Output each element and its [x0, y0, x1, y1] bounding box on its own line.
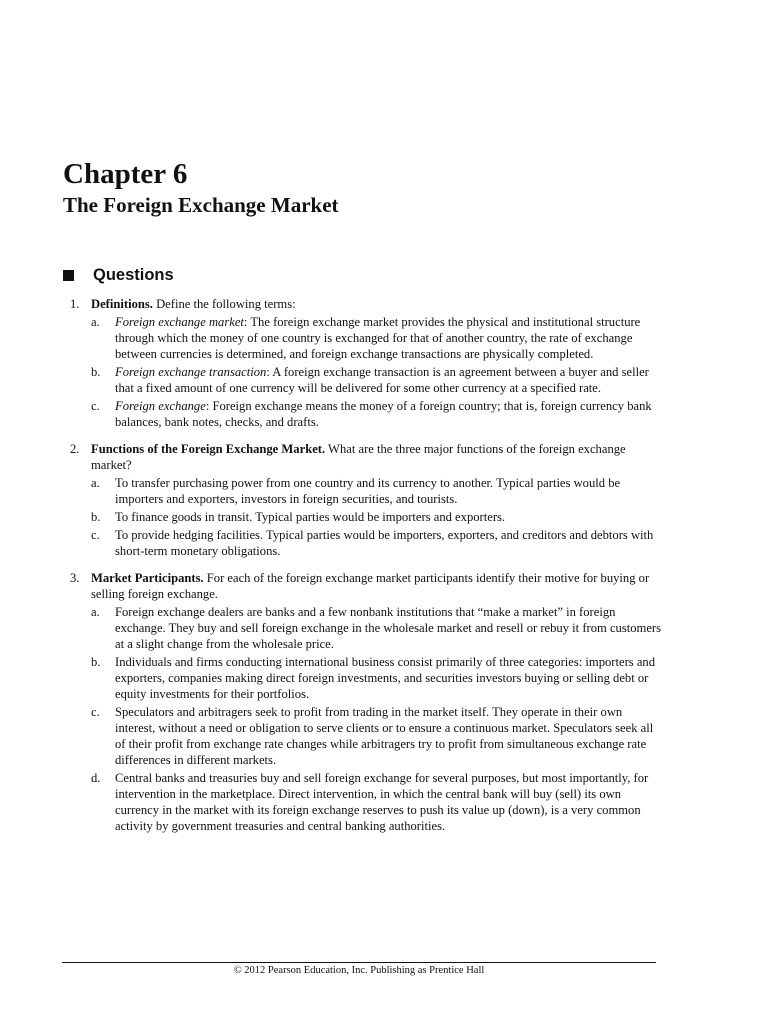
question-text: What are the three major functions of the foreign exchange market? — [91, 442, 626, 472]
answer-letter: a. — [91, 476, 100, 490]
answer-item — [91, 770, 663, 834]
answer-text: Individuals and firms conducting international business consist primarily of three categories: importers and exporters, companies making direct foreign investments, and securities investors buying or selling debt or equity investments for their portfolios. — [115, 655, 656, 701]
chapter-subtitle: The Foreign Exchange Market — [63, 193, 339, 217]
question-title: Market Participants. — [91, 571, 204, 585]
answer-letter: d. — [91, 771, 101, 785]
answer-letter: c. — [91, 705, 100, 719]
answer-item — [91, 364, 663, 396]
question-number: 1. — [70, 297, 80, 311]
answer-text: Central banks and treasuries buy and sell foreign exchange for several purposes, but most importantly, for intervention in the marketplace. Direct intervention, in which the central bank will buy (sell) its own currency in the market with its foreign exchange reserves to push its value up (down), is a very common activity by government treasuries and central banking authorities. — [115, 771, 649, 833]
question-prompt — [91, 441, 663, 473]
question-text: For each of the foreign exchange market participants identify their motive for buying or selling foreign exchange. — [91, 571, 650, 601]
questions-list — [63, 296, 663, 845]
answer-item — [91, 475, 663, 507]
answer-letter: b. — [91, 365, 101, 379]
question-number: 2. — [70, 442, 80, 456]
question-item — [63, 296, 663, 430]
answer-letter: b. — [91, 510, 101, 524]
answer-letter: c. — [91, 399, 100, 413]
answer-text: Speculators and arbitragers seek to profit from trading in the market itself. They operate in their own interest, without a need or obligation to serve clients or to ensure a continuous market. Speculators seek all of their profit from exchange rate changes while arbitragers try to profit from simultaneous exchange rate differences in different markets. — [115, 705, 654, 767]
question-item — [63, 441, 663, 559]
answer-text: : A foreign exchange transaction is an agreement between a buyer and seller that a fixed amount of one currency will be delivered for some other currency at a specified rate. — [115, 365, 649, 395]
answer-text: : Foreign exchange means the money of a foreign country; that is, foreign currency bank balances, bank notes, checks, and drafts. — [115, 399, 652, 429]
question-number: 3. — [70, 571, 80, 585]
answer-item — [91, 509, 663, 525]
footer-divider — [62, 962, 656, 963]
section-heading-label: Questions — [93, 266, 174, 284]
question-text: Define the following terms: — [152, 297, 296, 311]
answer-text: To finance goods in transit. Typical parties would be importers and exporters. — [115, 510, 506, 524]
answer-item — [91, 704, 663, 768]
answer-letter: a. — [91, 605, 100, 619]
answer-term: Foreign exchange transaction — [115, 365, 267, 379]
answer-item — [91, 604, 663, 652]
answer-letter: b. — [91, 655, 101, 669]
answer-letter: a. — [91, 315, 100, 329]
question-item — [63, 570, 663, 834]
section-heading — [63, 264, 174, 286]
answer-item — [91, 314, 663, 362]
answer-item — [91, 398, 663, 430]
question-prompt — [91, 296, 663, 312]
footer-copyright: © 2012 Pearson Education, Inc. Publishing as Prentice Hall — [233, 965, 485, 976]
answer-item — [91, 527, 663, 559]
answer-term: Foreign exchange — [115, 399, 206, 413]
question-title: Functions of the Foreign Exchange Market. — [91, 442, 326, 456]
chapter-title: Chapter 6 — [63, 158, 188, 190]
question-title: Definitions. — [91, 297, 153, 311]
answer-text: To provide hedging facilities. Typical parties would be importers, exporters, and creditors and debtors with short-term monetary obligations. — [115, 528, 654, 558]
answer-term: Foreign exchange market — [115, 315, 244, 329]
answer-text: : The foreign exchange market provides the physical and institutional structure through which the money of one country is exchanged for that of another country, the rate of exchange between currencies is determined, and foreign exchange transactions are physically completed. — [115, 315, 641, 361]
square-bullet-icon — [63, 270, 74, 281]
answer-letter: c. — [91, 528, 100, 542]
answer-text: Foreign exchange dealers are banks and a few nonbank institutions that “make a market” in foreign exchange. They buy and sell foreign exchange in the wholesale market and resell or rebuy it from customers at a slight change from the wholesale price. — [115, 605, 662, 651]
answer-text: To transfer purchasing power from one country and its currency to another. Typical parties would be importers and exporters, investors in foreign securities, and tourists. — [115, 476, 621, 506]
question-prompt — [91, 570, 663, 602]
answer-item — [91, 654, 663, 702]
